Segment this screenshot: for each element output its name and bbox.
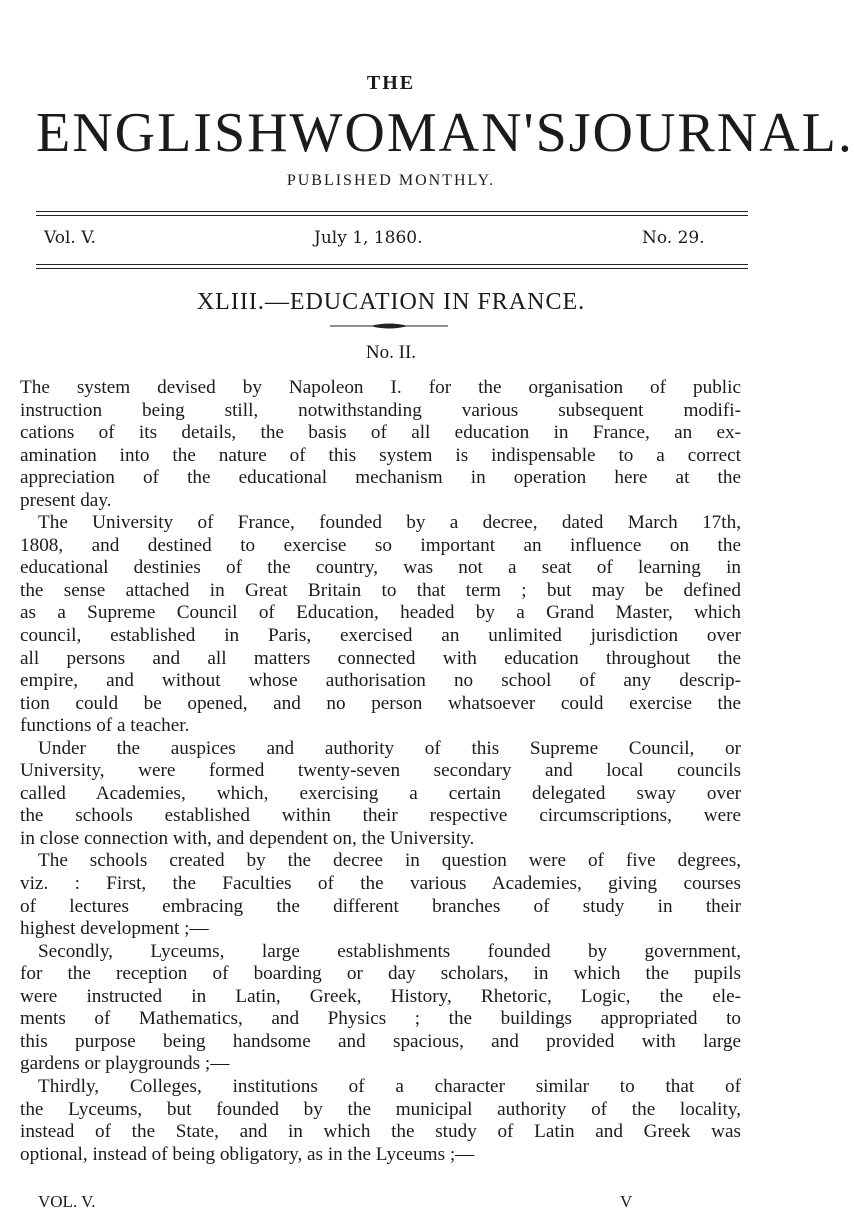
text-line: appreciation of the educational mechanism in operation here at the xyxy=(20,467,741,489)
bottom-rule xyxy=(36,264,748,265)
journal-title-word: ENGLISH xyxy=(36,102,290,164)
text-line: ments of Mathematics, and Physics ; the buildings appropriated to xyxy=(20,1008,741,1030)
text-line: empire, and without whose authorisation no school of any descrip- xyxy=(20,670,741,692)
text-line: of lectures embracing the different branches of study in their xyxy=(20,895,741,917)
bottom-rule-thin xyxy=(36,268,748,269)
text-line: highest development ;— xyxy=(20,918,209,940)
signature-letter: V xyxy=(620,1192,633,1211)
issue-date: July 1, 1860. xyxy=(314,228,423,248)
text-line: The University of France, founded by a decree, dated March 17th, xyxy=(38,512,741,534)
text-line: gardens or playgrounds ;— xyxy=(20,1053,230,1075)
top-rule-thin xyxy=(36,215,748,216)
text-line: University, were formed twenty-seven secondary and local councils xyxy=(20,760,741,782)
text-line: The schools created by the decree in question were of five degrees, xyxy=(38,850,741,872)
text-line: Secondly, Lyceums, large establishments founded by government, xyxy=(38,940,741,962)
text-line: the Lyceums, but founded by the municipal authority of the locality, xyxy=(20,1098,741,1120)
journal-subtitle: PUBLISHED MONTHLY. xyxy=(286,172,496,189)
article-body xyxy=(20,377,741,1166)
text-line: The system devised by Napoleon I. for the organisation of public xyxy=(20,377,741,398)
text-line: in close connection with, and dependent on, the University. xyxy=(20,827,475,849)
text-line: instruction being still, notwithstanding various subsequent modifi- xyxy=(20,399,741,421)
text-line: were instructed in Latin, Greek, History, Rhetoric, Logic, the ele- xyxy=(20,985,741,1007)
issue-number: No. 29. xyxy=(642,228,705,248)
journal-title-word: JOURNAL. xyxy=(568,102,854,164)
top-rule xyxy=(36,211,748,212)
text-line: called Academies, which, exercising a certain delegated sway over xyxy=(20,782,741,804)
ornament-divider xyxy=(330,322,448,330)
text-line: this purpose being handsome and spacious, and provided with large xyxy=(20,1030,741,1052)
text-line: cations of its details, the basis of all education in France, an ex- xyxy=(20,422,741,444)
text-line: amination into the nature of this system is indispensable to a correct xyxy=(20,444,741,466)
masthead-the: THE xyxy=(366,72,416,94)
volume-label: Vol. V. xyxy=(44,228,96,248)
signature-mark: VOL. V. xyxy=(38,1192,96,1211)
journal-title xyxy=(36,100,854,166)
text-line: council, established in Paris, exercised an unlimited jurisdiction over xyxy=(20,625,741,647)
text-line: optional, instead of being obligatory, as in the Lyceums ;— xyxy=(20,1143,475,1165)
article-title: XLIII.—EDUCATION IN FRANCE. xyxy=(196,289,586,315)
text-line: the schools established within their respective circumscriptions, were xyxy=(20,805,741,827)
text-line: as a Supreme Council of Education, headed by a Grand Master, which xyxy=(20,602,741,624)
text-line: viz. : First, the Faculties of the various Academies, giving courses xyxy=(20,873,741,895)
text-line: instead of the State, and in which the study of Latin and Greek was xyxy=(20,1121,741,1143)
text-line: the sense attached in Great Britain to that term ; but may be defined xyxy=(20,579,741,601)
text-line: educational destinies of the country, was not a seat of learning in xyxy=(20,557,741,579)
text-line: Thirdly, Colleges, institutions of a character similar to that of xyxy=(38,1075,741,1097)
text-line: Under the auspices and authority of this Supreme Council, or xyxy=(38,737,741,759)
text-line: tion could be opened, and no person whatsoever could exercise the xyxy=(20,692,741,714)
article-part: No. II. xyxy=(365,342,417,363)
text-line: present day. xyxy=(20,489,112,511)
text-line: functions of a teacher. xyxy=(20,715,190,737)
journal-title-word: WOMAN'S xyxy=(289,102,569,164)
text-line: all persons and all matters connected with education throughout the xyxy=(20,647,741,669)
text-line: 1808, and destined to exercise so important an influence on the xyxy=(20,534,741,556)
text-line: for the reception of boarding or day scholars, in which the pupils xyxy=(20,963,741,985)
